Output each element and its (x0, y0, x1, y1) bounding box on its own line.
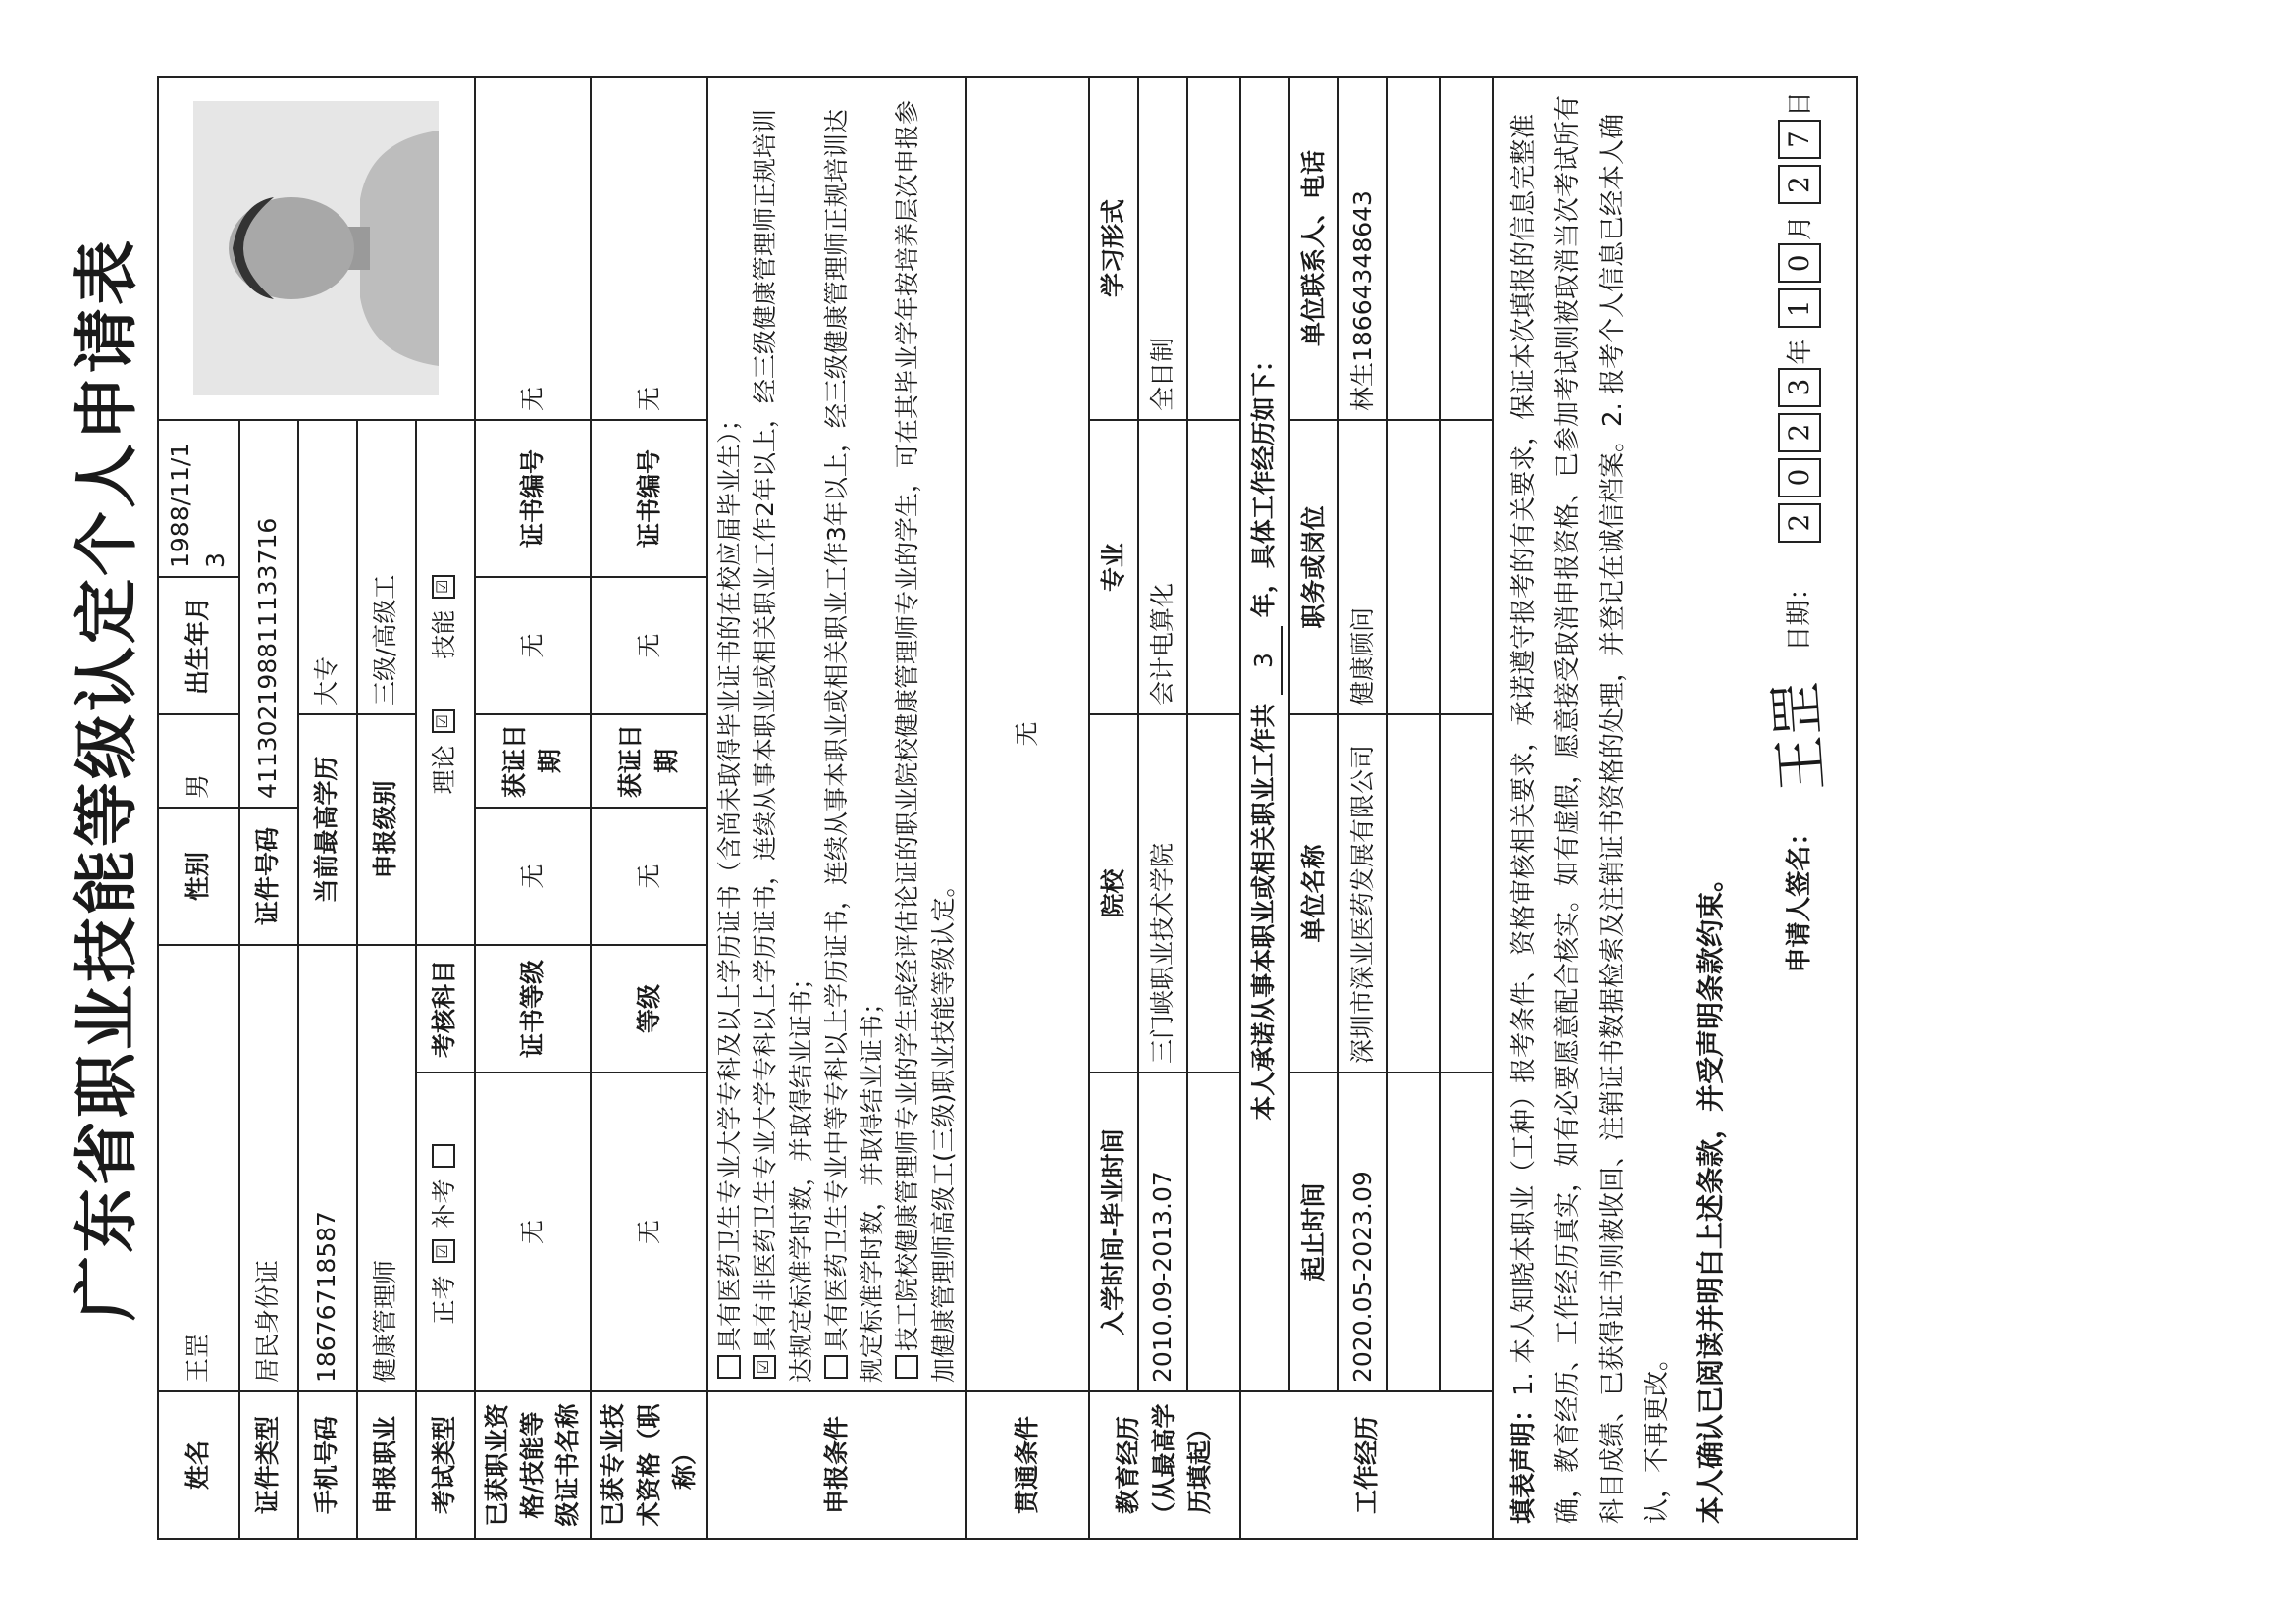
work-row-empty-cell (1387, 420, 1440, 714)
condition-item (748, 85, 819, 1383)
date-year-digit: 0 (1778, 458, 1821, 497)
label-special: 贯通条件 (966, 1391, 1089, 1539)
label-cert-no: 证书编号 (475, 420, 592, 577)
unit-year: 年 (1785, 339, 1815, 365)
date-month-digit: 1 (1778, 288, 1821, 328)
label-exam-subject: 考核科目 (416, 945, 475, 1073)
label-birth: 出生年月 (158, 577, 239, 714)
edu-row-school: 三门峡职业技术学院 (1138, 714, 1187, 1073)
label-id-number: 证件号码 (239, 808, 298, 945)
work-row-empty-cell (1440, 714, 1493, 1073)
value-level: 三级/高级工 (357, 420, 416, 714)
date-year-digit: 3 (1778, 368, 1821, 407)
label-id-type: 证件类型 (239, 1391, 298, 1539)
date-day-digit: 2 (1778, 165, 1821, 204)
exam-type-retake: 补考 (430, 1178, 459, 1229)
work-row-empty-cell (1387, 1073, 1440, 1391)
work-years: 3 (1246, 626, 1283, 695)
value-title-no: 无 (591, 77, 707, 420)
value-title-grade: 无 (591, 808, 707, 945)
date-year-digit: 2 (1778, 503, 1821, 543)
person-photo-icon (193, 101, 439, 395)
condition-text: 具有医药卫生专业大学专科及以上学历证书（含尚未取得毕业证书的在校应届毕业生）； (715, 406, 744, 1351)
value-cert-grade: 无 (475, 808, 592, 945)
work-row-contact: 林生18664348643 (1338, 77, 1387, 420)
label-obtained-cert: 已获职业资格/技能等级证书名称 (475, 1391, 592, 1539)
work-row-position: 健康顾问 (1338, 420, 1387, 714)
condition-text: 技工院校健康管理师专业的学生或经评估论证的职业院校健康管理师专业的学生，可在其毕业学年按培养层次申报参加健康管理师高级工(三级)职业技能等级认定。 (893, 99, 958, 1383)
work-header-company: 单位名称 (1289, 714, 1338, 1073)
value-special: 无 (966, 77, 1089, 1391)
work-row-empty-cell (1440, 420, 1493, 714)
label-phone: 手机号码 (298, 1391, 357, 1539)
value-phone: 18676718587 (298, 945, 357, 1391)
label-occupation: 申报职业 (357, 1391, 416, 1539)
work-row-period: 2020.05-2023.09 (1338, 1073, 1387, 1391)
confirm-text: 本人确认已阅读并明白上述条款，并受声明条款约束。 (1694, 864, 1727, 1524)
date-year-digit: 2 (1778, 413, 1821, 452)
work-intro-suffix: 年，具体工作经历如下： (1248, 347, 1278, 618)
value-exam-type (416, 1073, 475, 1391)
label-name: 姓名 (158, 1391, 239, 1539)
declaration-text: 1. 本人知晓本职业（工种）报考条件、资格审核相关要求，承诺遵守报考的有关要求，保证本次填报的信息完整准确，教育经历、工作经历真实，如有必要愿意配合核实。如有虚假，愿意接受取消申报资格、已参加考试则被取消当次考试所有科目成绩、已获得证书则被收回、注销证书数据检索及注销证书资格的处理，并登记在诚信档案。2. 报考个人信息已经本人确认，不再更改。 (1508, 94, 1673, 1524)
condition-item (819, 85, 891, 1383)
date-value (1778, 91, 1824, 546)
work-header-period: 起止时间 (1289, 1073, 1338, 1391)
work-row-empty-cell (1387, 714, 1440, 1073)
value-birth: 1988/11/13 (158, 420, 239, 577)
work-row-empty-cell (1440, 77, 1493, 420)
value-obtained-title: 无 (591, 1073, 707, 1391)
label-education: 当前最高学历 (298, 714, 357, 945)
edu-header-mode: 学习形式 (1089, 77, 1138, 420)
conditions-list (707, 77, 966, 1391)
value-obtained-cert: 无 (475, 1073, 592, 1391)
edu-header-period: 入学时间-毕业时间 (1089, 1073, 1138, 1391)
exam-type-retake-checkbox[interactable] (432, 1144, 455, 1168)
label-level: 申报级别 (357, 714, 416, 945)
value-id-number: 411302198811133716 (239, 420, 298, 808)
condition-text: 具有医药卫生专业中等专科以上学历证书，连续从事本职业或相关职业工作3年以上，经三级健康管理师正规培训达规定标准学时数，并取得结业证书； (821, 109, 886, 1383)
date-month-digit: 0 (1778, 243, 1821, 283)
label-work-history: 工作经历 (1240, 1391, 1493, 1539)
value-cert-no: 无 (475, 77, 592, 420)
applicant-signature: 王罡 (1763, 678, 1836, 793)
label-title-date: 获证日期 (591, 714, 707, 808)
condition-item (712, 85, 748, 1383)
edu-row-major: 会计电算化 (1138, 420, 1187, 714)
label-title-grade: 等级 (591, 945, 707, 1073)
subject-skill: 技能 (430, 609, 459, 659)
value-cert-date: 无 (475, 577, 592, 714)
unit-day: 日 (1785, 91, 1815, 118)
condition-checkbox[interactable]: ☑ (753, 1355, 776, 1379)
value-education: 大专 (298, 420, 357, 714)
edu-row-empty-cell (1187, 714, 1240, 1073)
label-exam-type: 考试类型 (416, 1391, 475, 1539)
label-cert-date: 获证日期 (475, 714, 592, 808)
condition-text: 具有非医药卫生专业大学专科以上学历证书，连续从事本职业或相关职业工作2年以上，经三级健康管理师正规培训达规定标准学时数，并取得结业证书； (751, 109, 815, 1383)
applicant-photo (193, 85, 439, 411)
value-gender: 男 (158, 714, 239, 808)
photo-cell (158, 77, 475, 420)
label-title-no: 证书编号 (591, 420, 707, 577)
signature-row (1752, 91, 1849, 1524)
work-row-company: 深圳市深业医药发展有限公司 (1338, 714, 1387, 1073)
value-exam-subject (416, 420, 475, 945)
unit-month: 月 (1785, 215, 1815, 241)
condition-item (890, 85, 962, 1383)
edu-row-empty-cell (1187, 77, 1240, 420)
label-obtained-title: 已获专业技术资格（职称） (591, 1391, 707, 1539)
subject-theory-checkbox[interactable]: ☑ (432, 709, 455, 733)
exam-type-regular-checkbox[interactable]: ☑ (432, 1239, 455, 1263)
sign-label: 申请人签名： (1785, 819, 1814, 973)
condition-checkbox[interactable] (717, 1355, 741, 1379)
application-table (157, 76, 1858, 1540)
work-intro-prefix: 本人承诺从事本职业或相关职业工作共 (1248, 703, 1278, 1121)
form-title: 广东省职业技能等级认定个人申请表 (69, 237, 144, 1321)
label-conditions: 申报条件 (707, 1391, 966, 1539)
date-label: 日期： (1785, 574, 1814, 652)
work-intro (1240, 77, 1289, 1391)
subject-theory: 理论 (430, 745, 459, 795)
label-education-history: 教育经历（从最高学历填起） (1089, 1391, 1240, 1539)
value-occupation: 健康管理师 (357, 945, 416, 1391)
value-name: 王罡 (158, 945, 239, 1391)
exam-type-regular: 正考 (430, 1275, 459, 1325)
edu-header-school: 院校 (1089, 714, 1138, 1073)
work-row-empty-cell (1440, 1073, 1493, 1391)
value-id-type: 居民身份证 (239, 945, 298, 1391)
label-cert-grade: 证书等级 (475, 945, 592, 1073)
declaration-label: 填表声明： (1508, 1395, 1539, 1524)
work-header-contact: 单位联系人、电话 (1289, 77, 1338, 420)
edu-row-period: 2010.09-2013.07 (1138, 1073, 1187, 1391)
declaration-block (1493, 77, 1857, 1539)
subject-skill-checkbox[interactable]: ☑ (432, 575, 455, 599)
edu-row-empty-cell (1187, 1073, 1240, 1391)
edu-header-major: 专业 (1089, 420, 1138, 714)
value-title-date: 无 (591, 577, 707, 714)
condition-checkbox[interactable] (824, 1355, 848, 1379)
date-day-digit: 7 (1778, 120, 1821, 159)
work-header-position: 职务或岗位 (1289, 420, 1338, 714)
condition-checkbox[interactable] (895, 1355, 918, 1379)
edu-row-empty-cell (1187, 420, 1240, 714)
label-gender: 性别 (158, 808, 239, 945)
edu-row-mode: 全日制 (1138, 77, 1187, 420)
work-row-empty-cell (1387, 77, 1440, 420)
